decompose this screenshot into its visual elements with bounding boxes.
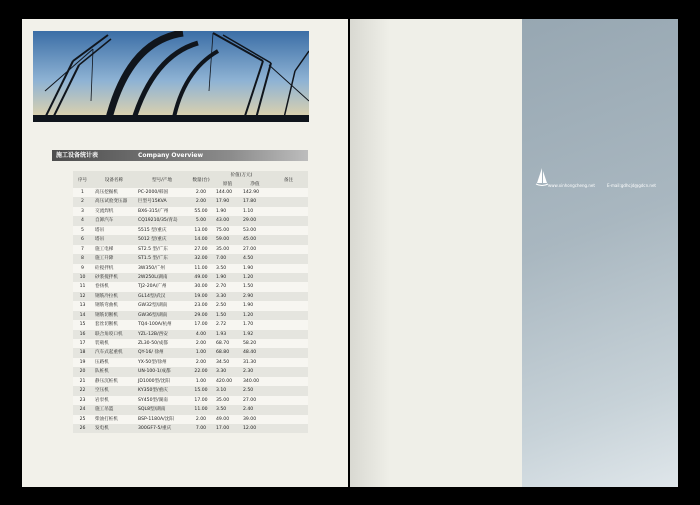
cell-net: 2.90 bbox=[241, 292, 269, 301]
cell-name: 联合角咬口机 bbox=[92, 330, 136, 339]
cell-qty: 11.00 bbox=[188, 405, 214, 414]
table-row bbox=[73, 396, 308, 405]
cell-qty: 1.00 bbox=[188, 377, 214, 386]
cell-net: 58.20 bbox=[241, 339, 269, 348]
table-row bbox=[73, 216, 308, 225]
cell-remark bbox=[269, 415, 308, 424]
cell-original: 43.00 bbox=[214, 216, 241, 225]
table-row bbox=[73, 367, 308, 376]
cell-no: 13 bbox=[73, 301, 92, 310]
cell-qty: 17.00 bbox=[188, 320, 214, 329]
cell-name: 塔吊 bbox=[92, 235, 136, 244]
cell-model: JD1000型/沈阳 bbox=[136, 377, 188, 386]
right-page bbox=[350, 19, 678, 487]
cell-net: 1.20 bbox=[241, 273, 269, 282]
table-row bbox=[73, 415, 308, 424]
cell-model: ST2.5 型/广东 bbox=[136, 245, 188, 254]
cell-name: 施工升降 bbox=[92, 254, 136, 263]
cell-model: ST1.5 型/广东 bbox=[136, 254, 188, 263]
cell-remark bbox=[269, 197, 308, 206]
cell-remark bbox=[269, 235, 308, 244]
table-row bbox=[73, 264, 308, 273]
cell-qty: 27.00 bbox=[188, 245, 214, 254]
table-row bbox=[73, 207, 308, 216]
cell-original: 1.93 bbox=[214, 330, 241, 339]
cell-remark bbox=[269, 330, 308, 339]
cell-name: 高压试验变压器 bbox=[92, 197, 136, 206]
table-row bbox=[73, 424, 308, 433]
table-row bbox=[73, 245, 308, 254]
cell-model: KY350型/重庆 bbox=[136, 386, 188, 395]
cell-model: BSP-1180A/沈阳 bbox=[136, 415, 188, 424]
cell-name: 高压挖掘机 bbox=[92, 188, 136, 197]
cell-original: 1.90 bbox=[214, 273, 241, 282]
cell-model: CQ19210/35/青岛 bbox=[136, 216, 188, 225]
cell-net: 1.20 bbox=[241, 311, 269, 320]
cell-name: 卷扬机 bbox=[92, 282, 136, 291]
cell-remark bbox=[269, 216, 308, 225]
cell-remark bbox=[269, 207, 308, 216]
table-row bbox=[73, 330, 308, 339]
header-original: 原值 bbox=[214, 179, 241, 188]
cell-original: 3.30 bbox=[214, 292, 241, 301]
table-row bbox=[73, 292, 308, 301]
cell-name: 发电机 bbox=[92, 424, 136, 433]
cell-no: 7 bbox=[73, 245, 92, 254]
blue-side-panel bbox=[522, 19, 678, 487]
header-qty: 数量(台) bbox=[188, 171, 214, 188]
cell-qty: 32.00 bbox=[188, 254, 214, 263]
cell-name: 自卸汽车 bbox=[92, 216, 136, 225]
cell-remark bbox=[269, 396, 308, 405]
cell-qty: 29.00 bbox=[188, 311, 214, 320]
cell-no: 24 bbox=[73, 405, 92, 414]
cell-remark bbox=[269, 301, 308, 310]
cell-net: 29.00 bbox=[241, 216, 269, 225]
cell-original: 2.70 bbox=[214, 282, 241, 291]
table-header-row bbox=[73, 171, 308, 179]
cell-name: 队桩机 bbox=[92, 367, 136, 376]
cell-model: YX-50型/徐州 bbox=[136, 358, 188, 367]
cell-remark bbox=[269, 405, 308, 414]
cell-no: 5 bbox=[73, 226, 92, 235]
cell-no: 18 bbox=[73, 348, 92, 357]
cell-name: 施工电梯 bbox=[92, 245, 136, 254]
cell-model: 巨型号15KVA bbox=[136, 197, 188, 206]
cell-net: 39.00 bbox=[241, 415, 269, 424]
cell-no: 16 bbox=[73, 330, 92, 339]
website-text: www.xinhongcheng.net bbox=[548, 183, 595, 188]
cell-name: 岩泵机 bbox=[92, 396, 136, 405]
cell-original: 68.70 bbox=[214, 339, 241, 348]
cell-model: TJ2-20A/广州 bbox=[136, 282, 188, 291]
cell-net: 2.50 bbox=[241, 386, 269, 395]
cell-original: 34.50 bbox=[214, 358, 241, 367]
cell-name: 空压机 bbox=[92, 386, 136, 395]
cell-remark bbox=[269, 358, 308, 367]
cell-net: 17.80 bbox=[241, 197, 269, 206]
cell-name: 施工吊篮 bbox=[92, 405, 136, 414]
table-row bbox=[73, 254, 308, 263]
cell-remark bbox=[269, 254, 308, 263]
cell-original: 144.00 bbox=[214, 188, 241, 197]
cell-model: 300GF7-5/重庆 bbox=[136, 424, 188, 433]
cell-qty: 2.00 bbox=[188, 188, 214, 197]
cell-no: 25 bbox=[73, 415, 92, 424]
cell-original: 420.00 bbox=[214, 377, 241, 386]
cell-qty: 22.00 bbox=[188, 367, 214, 376]
cell-model: ZL30-50/成都 bbox=[136, 339, 188, 348]
cell-no: 4 bbox=[73, 216, 92, 225]
cell-qty: 2.00 bbox=[188, 197, 214, 206]
cell-net: 53.00 bbox=[241, 226, 269, 235]
cell-original: 3.50 bbox=[214, 405, 241, 414]
table-row bbox=[73, 188, 308, 197]
cell-qty: 14.00 bbox=[188, 235, 214, 244]
table-row bbox=[73, 386, 308, 395]
cell-remark bbox=[269, 273, 308, 282]
cell-no: 11 bbox=[73, 282, 92, 291]
cell-original: 1.50 bbox=[214, 311, 241, 320]
cell-qty: 49.00 bbox=[188, 273, 214, 282]
cell-original: 3.10 bbox=[214, 386, 241, 395]
section-title-zh: 施工设备统计表 bbox=[56, 152, 99, 159]
cell-net: 1.50 bbox=[241, 282, 269, 291]
cell-name: 套丝切断机 bbox=[92, 320, 136, 329]
cell-net: 2.40 bbox=[241, 405, 269, 414]
cell-name: 钢筋弯曲机 bbox=[92, 301, 136, 310]
section-title-bar bbox=[52, 150, 308, 161]
cell-name: 交流焊机 bbox=[92, 207, 136, 216]
cell-name: 砼搅拌机 bbox=[92, 264, 136, 273]
cell-remark bbox=[269, 226, 308, 235]
cell-original: 59.00 bbox=[214, 235, 241, 244]
header-name: 设备名称 bbox=[92, 171, 136, 188]
spine-shadow bbox=[350, 19, 390, 487]
cell-model: GW36型/湖南 bbox=[136, 311, 188, 320]
cell-qty: 11.00 bbox=[188, 264, 214, 273]
cell-qty: 2.00 bbox=[188, 415, 214, 424]
cell-net: 1.90 bbox=[241, 264, 269, 273]
cell-name: 塔吊 bbox=[92, 226, 136, 235]
email-text: E-mail:gdhcjd@gdcn.net bbox=[607, 183, 656, 188]
cell-name: 柴油打桩机 bbox=[92, 415, 136, 424]
cell-qty: 5.00 bbox=[188, 216, 214, 225]
cell-original: 3.30 bbox=[214, 367, 241, 376]
cell-qty: 15.00 bbox=[188, 386, 214, 395]
table-row bbox=[73, 320, 308, 329]
cell-remark bbox=[269, 311, 308, 320]
cell-remark bbox=[269, 245, 308, 254]
cell-no: 23 bbox=[73, 396, 92, 405]
table-row bbox=[73, 377, 308, 386]
cell-name: 钢筋冷拉机 bbox=[92, 292, 136, 301]
cell-original: 2.72 bbox=[214, 320, 241, 329]
cell-qty: 19.00 bbox=[188, 292, 214, 301]
cell-qty: 1.00 bbox=[188, 348, 214, 357]
cell-qty: 13.00 bbox=[188, 226, 214, 235]
cell-remark bbox=[269, 424, 308, 433]
cell-original: 17.90 bbox=[214, 197, 241, 206]
table-row bbox=[73, 311, 308, 320]
header-no: 序号 bbox=[73, 171, 92, 188]
table-row bbox=[73, 301, 308, 310]
cell-net: 27.00 bbox=[241, 245, 269, 254]
cell-original: 2.50 bbox=[214, 301, 241, 310]
cell-model: YZL-12B/西安 bbox=[136, 330, 188, 339]
cell-original: 3.50 bbox=[214, 264, 241, 273]
cell-qty: 30.00 bbox=[188, 282, 214, 291]
cell-name: 砂浆搅拌机 bbox=[92, 273, 136, 282]
cell-remark bbox=[269, 386, 308, 395]
cell-remark bbox=[269, 367, 308, 376]
table-row bbox=[73, 197, 308, 206]
cell-net: 12.00 bbox=[241, 424, 269, 433]
cell-no: 10 bbox=[73, 273, 92, 282]
cell-net: 142.90 bbox=[241, 188, 269, 197]
cell-model: QY-16/ 徐州 bbox=[136, 348, 188, 357]
cell-remark bbox=[269, 188, 308, 197]
cell-no: 19 bbox=[73, 358, 92, 367]
cell-original: 49.00 bbox=[214, 415, 241, 424]
cell-original: 1.90 bbox=[214, 207, 241, 216]
cell-qty: 55.00 bbox=[188, 207, 214, 216]
cell-remark bbox=[269, 292, 308, 301]
cell-net: 4.50 bbox=[241, 254, 269, 263]
cell-model: 5515 型/重庆 bbox=[136, 226, 188, 235]
cell-no: 6 bbox=[73, 235, 92, 244]
cell-remark bbox=[269, 320, 308, 329]
cell-model: PC-2000/韩国 bbox=[136, 188, 188, 197]
table-row bbox=[73, 273, 308, 282]
cell-net: 45.00 bbox=[241, 235, 269, 244]
cell-no: 17 bbox=[73, 339, 92, 348]
cell-remark bbox=[269, 282, 308, 291]
cell-no: 22 bbox=[73, 386, 92, 395]
cell-qty: 7.00 bbox=[188, 424, 214, 433]
cell-original: 17.00 bbox=[214, 424, 241, 433]
cell-no: 2 bbox=[73, 197, 92, 206]
cell-original: 7.00 bbox=[214, 254, 241, 263]
cell-model: 3W350/广州 bbox=[136, 264, 188, 273]
cell-net: 1.92 bbox=[241, 330, 269, 339]
cell-name: 静压沉桩机 bbox=[92, 377, 136, 386]
cell-model: BX6-315/广州 bbox=[136, 207, 188, 216]
cell-net: 1.10 bbox=[241, 207, 269, 216]
cell-remark bbox=[269, 348, 308, 357]
header-model: 型号/产地 bbox=[136, 171, 188, 188]
cell-no: 8 bbox=[73, 254, 92, 263]
cell-name: 装载机 bbox=[92, 339, 136, 348]
cell-model: UN-100-1/成都 bbox=[136, 367, 188, 376]
cell-no: 21 bbox=[73, 377, 92, 386]
cell-qty: 2.00 bbox=[188, 358, 214, 367]
cell-no: 20 bbox=[73, 367, 92, 376]
cell-qty: 2.00 bbox=[188, 339, 214, 348]
cell-original: 35.00 bbox=[214, 245, 241, 254]
cell-net: 31.30 bbox=[241, 358, 269, 367]
cell-net: 1.90 bbox=[241, 301, 269, 310]
cell-original: 35.00 bbox=[214, 396, 241, 405]
header-value-group: 价值(万元) bbox=[214, 171, 269, 179]
cell-no: 15 bbox=[73, 320, 92, 329]
cell-model: 2W250L/湖南 bbox=[136, 273, 188, 282]
table-row bbox=[73, 282, 308, 291]
cell-no: 1 bbox=[73, 188, 92, 197]
equipment-table bbox=[73, 171, 308, 433]
section-title-en: Company Overview bbox=[138, 152, 204, 159]
table-row bbox=[73, 339, 308, 348]
cell-net: 27.00 bbox=[241, 396, 269, 405]
cell-model: SQL8型/湖南 bbox=[136, 405, 188, 414]
equipment-table-body bbox=[73, 188, 308, 433]
cell-qty: 23.00 bbox=[188, 301, 214, 310]
table-row bbox=[73, 226, 308, 235]
cell-net: 2.30 bbox=[241, 367, 269, 376]
cell-net: 48.40 bbox=[241, 348, 269, 357]
sailboat-logo-icon bbox=[535, 167, 549, 189]
construction-cranes-photo bbox=[33, 31, 309, 122]
cell-model: SY450型/湖南 bbox=[136, 396, 188, 405]
header-net: 净值 bbox=[241, 179, 269, 188]
cell-name: 压路机 bbox=[92, 358, 136, 367]
cell-qty: 4.00 bbox=[188, 330, 214, 339]
header-remark: 备注 bbox=[269, 171, 308, 188]
cell-name: 汽车式起重机 bbox=[92, 348, 136, 357]
cell-net: 340.00 bbox=[241, 377, 269, 386]
cell-model: GW32型/湖南 bbox=[136, 301, 188, 310]
table-row bbox=[73, 235, 308, 244]
cell-no: 12 bbox=[73, 292, 92, 301]
cell-no: 26 bbox=[73, 424, 92, 433]
cell-no: 14 bbox=[73, 311, 92, 320]
cell-qty: 17.00 bbox=[188, 396, 214, 405]
cell-model: TQ4-100A/杭州 bbox=[136, 320, 188, 329]
cell-model: 5012 型/重庆 bbox=[136, 235, 188, 244]
table-row bbox=[73, 358, 308, 367]
cell-name: 钢筋切断机 bbox=[92, 311, 136, 320]
cell-remark bbox=[269, 339, 308, 348]
cell-original: 68.80 bbox=[214, 348, 241, 357]
table-row bbox=[73, 405, 308, 414]
table-row bbox=[73, 348, 308, 357]
cell-original: 75.00 bbox=[214, 226, 241, 235]
cell-no: 9 bbox=[73, 264, 92, 273]
cell-no: 3 bbox=[73, 207, 92, 216]
cell-remark bbox=[269, 377, 308, 386]
cell-remark bbox=[269, 264, 308, 273]
cell-net: 1.70 bbox=[241, 320, 269, 329]
cell-model: GL14型/武汉 bbox=[136, 292, 188, 301]
